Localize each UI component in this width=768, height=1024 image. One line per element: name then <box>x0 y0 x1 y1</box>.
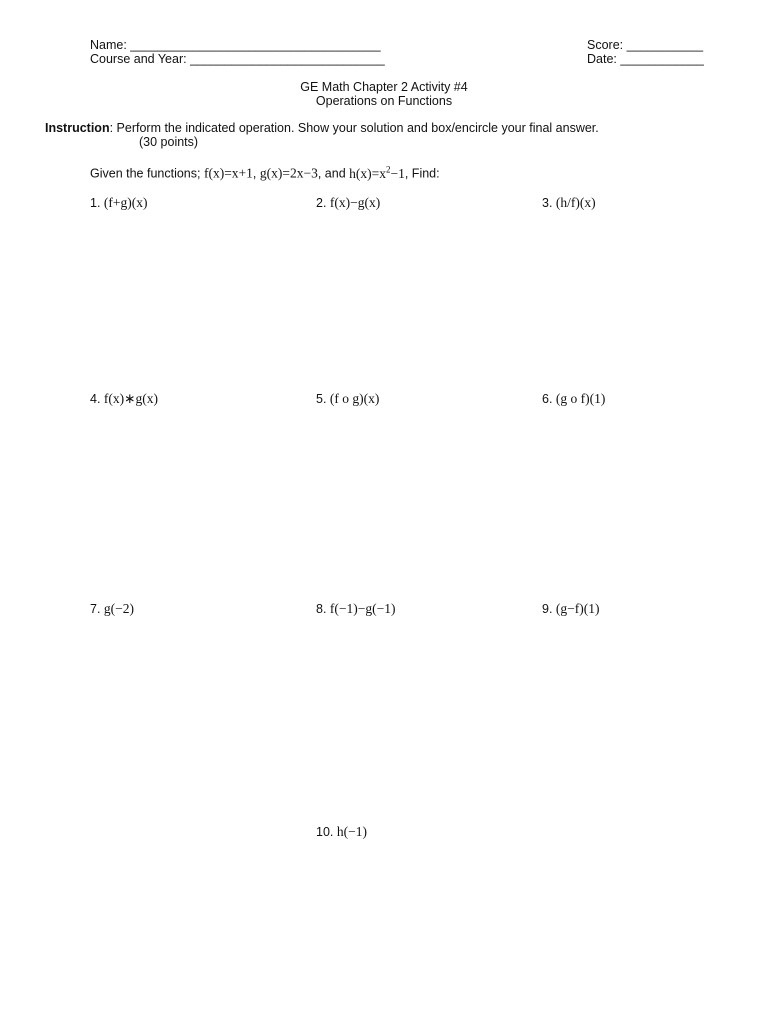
given-functions <box>90 164 440 182</box>
given-prefix: Given the functions; <box>90 166 204 181</box>
g-definition: g(x)=2x−3 <box>259 165 318 181</box>
problem-1 <box>90 195 148 211</box>
points-text: (30 points) <box>139 135 199 149</box>
given-suffix: , Find: <box>404 166 440 181</box>
problem-4 <box>90 391 158 407</box>
problem-9 <box>542 601 600 617</box>
problem-5 <box>316 391 379 407</box>
problem-number: 8. <box>316 602 327 616</box>
problem-expression: h(−1) <box>336 824 367 839</box>
problem-number: 3. <box>542 196 553 210</box>
problem-expression: f(x)∗g(x) <box>103 391 158 406</box>
score-field[interactable]: Score: ___________ <box>587 38 704 52</box>
problem-number: 6. <box>542 392 553 406</box>
problem-expression: f(−1)−g(−1) <box>329 601 396 616</box>
problem-expression: f(x)−g(x) <box>329 195 381 210</box>
problem-expression: (h/f)(x) <box>555 195 596 210</box>
problem-3 <box>542 195 596 211</box>
name-field[interactable]: Name: ____________________________________ <box>90 38 381 52</box>
h-definition-tail: −1 <box>390 165 405 181</box>
problem-2 <box>316 195 380 211</box>
problem-number: 9. <box>542 602 553 616</box>
f-definition: f(x)=x+1 <box>203 165 253 181</box>
activity-subtitle: Operations on Functions <box>315 94 453 108</box>
activity-title: GE Math Chapter 2 Activity #4 <box>300 80 468 94</box>
problem-10 <box>316 824 367 840</box>
problem-expression: (g o f)(1) <box>555 391 606 406</box>
problem-number: 4. <box>90 392 101 406</box>
problem-number: 10. <box>316 825 334 839</box>
problem-7 <box>90 601 134 617</box>
h-definition-base: h(x)=x <box>349 165 386 181</box>
problem-expression: (g−f)(1) <box>555 601 600 616</box>
problem-number: 2. <box>316 196 327 210</box>
problem-number: 1. <box>90 196 101 210</box>
problem-expression: (f o g)(x) <box>329 391 380 406</box>
problem-8 <box>316 601 396 617</box>
h-definition-exponent: 2 <box>385 164 391 174</box>
given-sep1: , <box>252 166 260 181</box>
h-definition <box>349 166 405 181</box>
instruction-label: Instruction <box>45 121 110 135</box>
problem-number: 7. <box>90 602 101 616</box>
instruction-line <box>45 121 599 135</box>
problem-expression: g(−2) <box>103 601 135 616</box>
problem-expression: (f+g)(x) <box>103 195 148 210</box>
problem-6 <box>542 391 605 407</box>
given-sep2: , and <box>317 166 350 181</box>
date-field[interactable]: Date: ____________ <box>587 52 704 66</box>
instruction-text: : Perform the indicated operation. Show your solution and box/encircle your final answer. <box>109 121 599 135</box>
problem-number: 5. <box>316 392 327 406</box>
course-year-field[interactable]: Course and Year: ____________________________ <box>90 52 385 66</box>
